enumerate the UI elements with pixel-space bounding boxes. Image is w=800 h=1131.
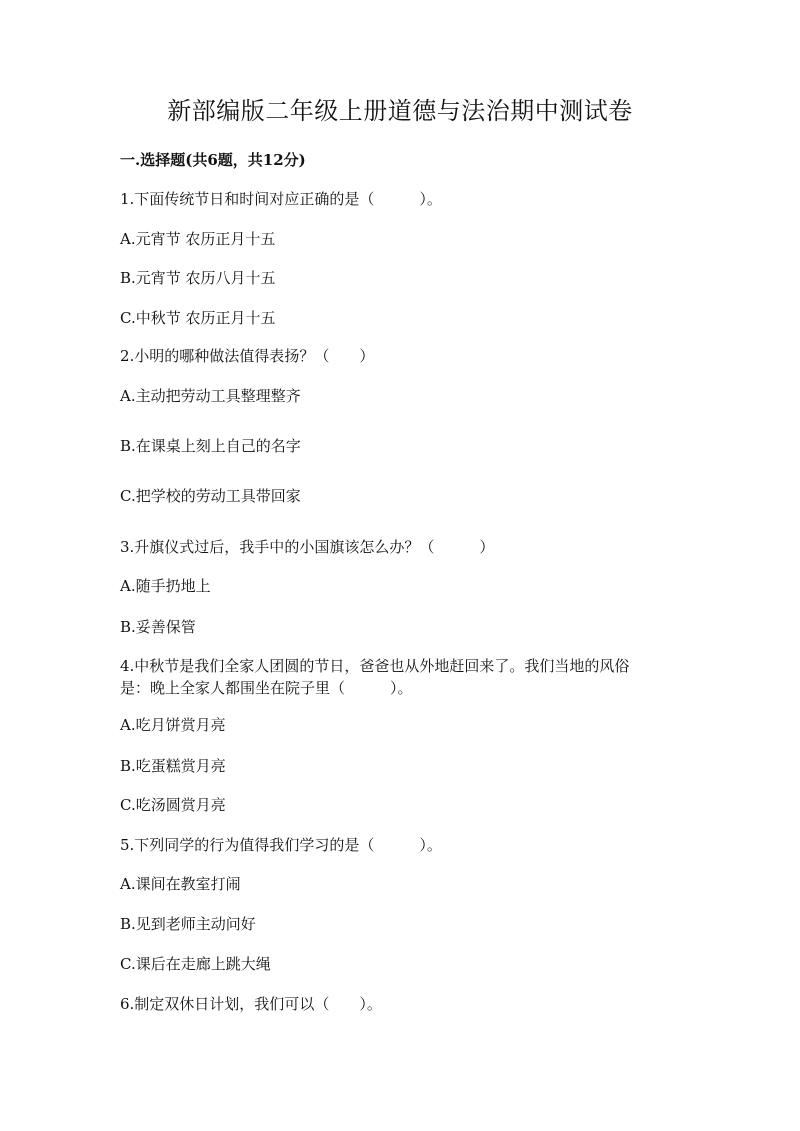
- question-3-stem: 3.升旗仪式过后，我手中的小国旗该怎么办？（ ）: [120, 538, 495, 556]
- question-4-option-c: C.吃汤圆赏月亮: [120, 796, 226, 814]
- section-heading: 一.选择题(共6题，共12分): [120, 151, 306, 169]
- question-5-option-c: C.课后在走廊上跳大绳: [120, 955, 271, 973]
- question-1-option-a: A.元宵节 农历正月十五: [120, 230, 276, 248]
- question-6-stem: 6.制定双休日计划，我们可以（ ）。: [120, 995, 382, 1013]
- question-4-stem-line-1: 4.中秋节是我们全家人团圆的节日，爸爸也从外地赶回来了。我们当地的风俗: [120, 657, 630, 675]
- question-5-option-b: B.见到老师主动问好: [120, 915, 256, 933]
- question-2-option-b: B.在课桌上刻上自己的名字: [120, 437, 301, 455]
- question-4-stem-line-2: 是：晚上全家人都围坐在院子里（ ）。: [120, 679, 413, 697]
- question-1-option-c: C.中秋节 农历正月十五: [120, 309, 276, 327]
- question-1-option-b: B.元宵节 农历八月十五: [120, 269, 276, 287]
- question-3-option-a: A.随手扔地上: [120, 577, 211, 595]
- question-2-option-c: C.把学校的劳动工具带回家: [120, 487, 301, 505]
- question-5-option-a: A.课间在教室打闹: [120, 875, 241, 893]
- question-2-option-a: A.主动把劳动工具整理整齐: [120, 387, 301, 405]
- question-4-option-a: A.吃月饼赏月亮: [120, 716, 226, 734]
- question-4-option-b: B.吃蛋糕赏月亮: [120, 757, 226, 775]
- question-5-stem: 5.下列同学的行为值得我们学习的是（ ）。: [120, 836, 442, 854]
- question-3-option-b: B.妥善保管: [120, 618, 196, 636]
- page-title: 新部编版二年级上册道德与法治期中测试卷: [167, 97, 633, 125]
- question-2-stem: 2.小明的哪种做法值得表扬？（ ）: [120, 347, 375, 365]
- question-1-stem: 1.下面传统节日和时间对应正确的是（ ）。: [120, 190, 442, 208]
